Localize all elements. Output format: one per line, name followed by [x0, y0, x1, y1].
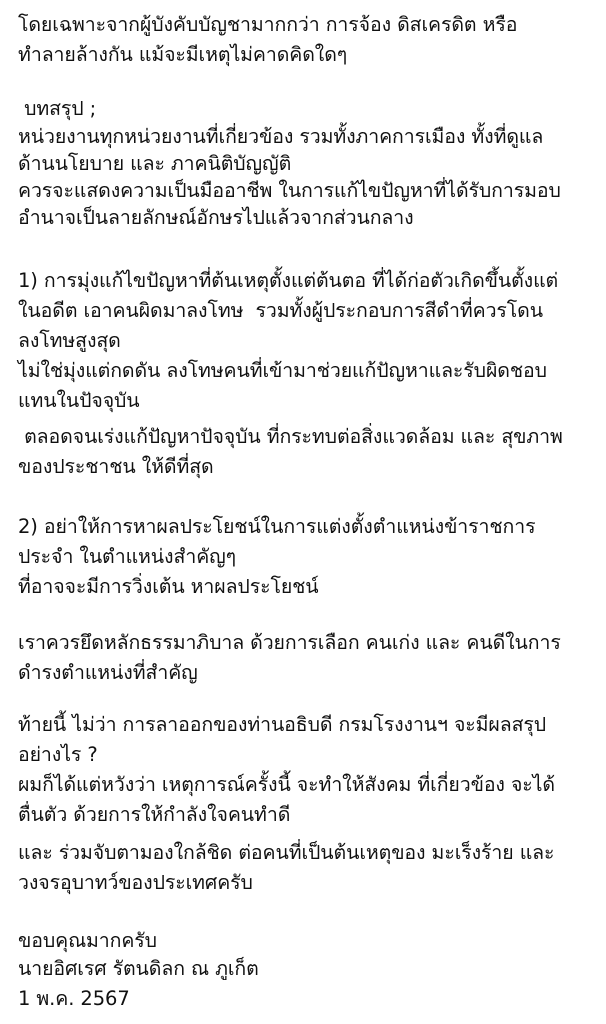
text-line: ประจำ ในตำแหน่งสำคัญๆ — [18, 545, 237, 568]
text-line: ท้ายนี้ ไม่ว่า การลาออกของท่านอธิบดี กรมโรงงานฯ จะมีผลสรุป — [18, 713, 547, 736]
text-line: ของประชาชน ให้ดีที่สุด — [18, 455, 214, 478]
text-line: ที่อาจจะมีการวิ่งเต้น หาผลประโยชน์ — [18, 575, 319, 598]
text-line: อย่างไร ? — [18, 743, 98, 766]
text-line: ดำรงตำแหน่งที่สำคัญ — [18, 661, 198, 684]
text-line: เราควรยึดหลักธรรมาภิบาล ด้วยการเลือก คนเก่ง และ คนดีในการ — [18, 631, 561, 654]
text-line: โดยเฉพาะจากผู้บังคับบัญชามากกว่า การจ้อง ดิสเครดิต หรือ — [18, 13, 518, 36]
text-line: แทนในปัจจุบัน — [18, 389, 140, 412]
text-line: หน่วยงานทุกหน่วยงานที่เกี่ยวข้อง รวมทั้งภาคการเมือง ทั้งที่ดูแล — [18, 125, 544, 148]
text-line: 2) อย่าให้การหาผลประโยชน์ในการแต่งตั้งตำแหน่งข้าราชการ — [18, 515, 536, 538]
signature-date: 1 พ.ค. 2567 — [18, 987, 130, 1010]
text-line: และ ร่วมจับตามองใกล้ชิด ต่อคนที่เป็นต้นเหตุของ มะเร็งร้าย และ — [18, 841, 555, 864]
text-line: ตื่นตัว ด้วยการให้กำลังใจคนทำดี — [18, 803, 291, 826]
closing-thanks: ขอบคุณมากครับ — [18, 929, 157, 952]
text-line: ในอดีต เอาคนผิดมาลงโทษ รวมทั้งผู้ประกอบการสีดำที่ควรโดน — [18, 299, 543, 322]
summary-heading: บทสรุป ; — [18, 97, 97, 120]
text-line: ผมก็ได้แต่หวังว่า เหตุการณ์ครั้งนี้ จะทำให้สังคม ที่เกี่ยวข้อง จะได้ — [18, 773, 555, 796]
text-line: ตลอดจนเร่งแก้ปัญหาปัจจุบัน ที่กระทบต่อสิ่งแวดล้อม และ สุขภาพ — [18, 425, 563, 448]
signature-name: นายอิศเรศ รัตนดิลก ณ ภูเก็ต — [18, 957, 259, 980]
text-line: ด้านนโยบาย และ ภาคนิติบัญญัติ — [18, 152, 292, 175]
text-line: วงจรอุบาทว์ของประเทศครับ — [18, 871, 253, 894]
text-line: ควรจะแสดงความเป็นมืออาชีพ ในการแก้ไขปัญหาที่ได้รับการมอบ — [18, 179, 561, 202]
text-line: อำนาจเป็นลายลักษณ์อักษรไปแล้วจากส่วนกลาง — [18, 206, 414, 229]
text-line: ทำลายล้างกัน แม้จะมีเหตุไม่คาดคิดใดๆ — [18, 43, 348, 66]
text-line: ไม่ใช่มุ่งแต่กดดัน ลงโทษคนที่เข้ามาช่วยแก้ปัญหาและรับผิดชอบ — [18, 359, 547, 382]
text-line: ลงโทษสูงสุด — [18, 329, 121, 352]
text-line: 1) การมุ่งแก้ไขปัญหาที่ต้นเหตุตั้งแต่ต้นตอ ที่ได้ก่อตัวเกิดขึ้นตั้งแต่ — [18, 269, 559, 292]
